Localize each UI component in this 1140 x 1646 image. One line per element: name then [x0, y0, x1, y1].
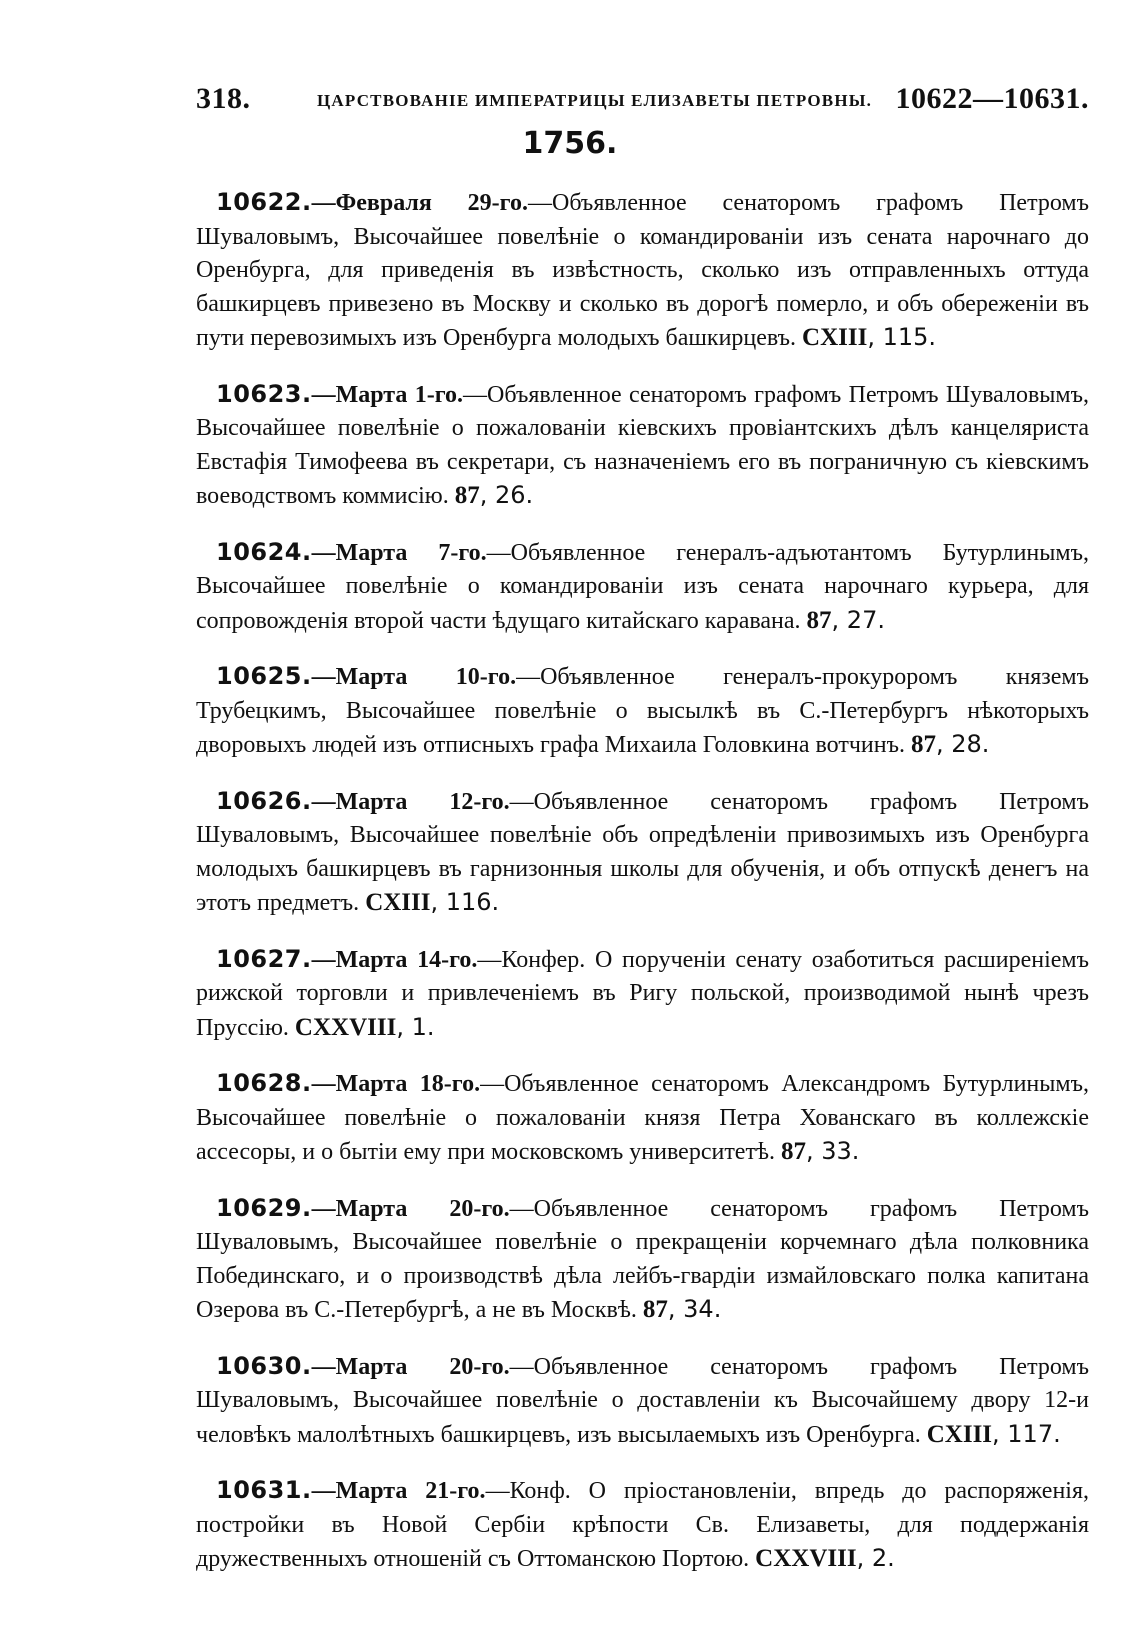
entry-10626 [196, 785, 1089, 921]
entry-date: —Марта 20-го. [311, 1353, 510, 1380]
entry-number: 10624. [216, 537, 312, 566]
entry-date: —Марта 1-го. [311, 381, 464, 408]
entry-date: —Марта 18-го. [311, 1071, 481, 1097]
entry-text: —Объявленное сенаторомъ графомъ Петромъ Шуваловымъ, Высочайшее повелѣніе объ опредѣленіи привозимыхъ изъ Оренбурга молодыхъ башкирцевъ въ гарнизонныя школы для обученія, и объ отпускѣ денегъ на этотъ предметъ. [196, 788, 1089, 916]
entry-10623 [196, 378, 1089, 514]
entry-number: 10626. [216, 786, 312, 815]
entry-10631 [196, 1474, 1089, 1577]
entry-10624 [196, 536, 1089, 639]
entry-number: 10625. [216, 662, 312, 690]
entry-page: , 33. [805, 1137, 860, 1165]
entry-text: —Объявленное сенаторомъ графомъ Петромъ Шуваловымъ, Высочайшее повелѣніе о доставленіи къ Высочайшему двору 12-и человѣкъ малолѣтныхъ башкирцевъ, изъ высылаемыхъ изъ Оренбурга. [196, 1353, 1089, 1448]
entry-page: , 26. [479, 481, 534, 509]
entry-volume: 87 [642, 1296, 668, 1323]
page-number: 318. [196, 82, 251, 115]
entry-page: , 1. [396, 1012, 435, 1041]
entry-date: —Марта 21-го. [311, 1478, 486, 1504]
entry-text: —Объявленное сенаторомъ Александромъ Бутурлинымъ, Высочайшее повелѣніе о пожалованіи князя Петра Хованскаго въ коллежскіе ассесоры, и о бытіи ему при московскомъ университетѣ. [196, 1071, 1089, 1165]
entry-number: 10630. [216, 1351, 312, 1380]
entry-text: —Объявленное сенаторомъ графомъ Петромъ Шуваловымъ, Высочайшее повелѣніе о пожалованіи кіевскихъ провіантскихъ дѣлъ канцеляриста Евстафія Тимофеева въ секретари, съ назначеніемъ его въ пограничную съ кіевскимъ воеводствомъ коммисію. [196, 381, 1089, 509]
entry-10625 [196, 660, 1089, 763]
entry-volume: CXXVIII [294, 1013, 397, 1041]
entry-range: 10622—10631. [895, 82, 1089, 115]
entry-10630 [196, 1350, 1089, 1453]
entry-date: —Марта 10-го. [311, 664, 517, 690]
entry-10629 [196, 1192, 1089, 1328]
entry-10622 [196, 186, 1089, 356]
entry-date: —Февраля 29-го. [311, 190, 528, 216]
entry-volume: 87 [910, 731, 936, 758]
running-title: ЦАРСТВОВАНІЕ ИМПЕРАТРИЦЫ ЕЛИЗАВЕТЫ ПЕТРОВНЫ. [317, 91, 873, 110]
entry-page: , 116. [430, 888, 500, 916]
entry-number: 10628. [216, 1069, 312, 1097]
entry-text: —Объявленное генералъ-адъютантомъ Бутурлинымъ, Высочайшее повелѣніе о командированіи изъ сената нарочнаго курьера, для сопровожденія второй части ѣдущаго китайскаго каравана. [196, 539, 1089, 634]
entry-volume: CXXVIII [755, 1545, 857, 1572]
entry-text: —Объявленное генералъ-прокуроромъ княземъ Трубецкимъ, Высочайшее повелѣніе о высылкѣ въ С.-Петербургъ нѣкоторыхъ дворовыхъ людей изъ отписныхъ графа Михаила Головкина вотчинъ. [196, 664, 1090, 758]
entry-page: , 117. [992, 1419, 1061, 1448]
entry-volume: CXIII [926, 1420, 993, 1448]
entry-date: —Марта 20-го. [311, 1195, 510, 1222]
entry-volume: 87 [780, 1138, 806, 1165]
entries-body [196, 186, 1089, 1577]
entry-text: —Объявленное сенаторомъ графомъ Петромъ Шуваловымъ, Высочайшее повелѣніе о командированіи изъ сената нарочнаго до Оренбурга, для приведенія въ извѣстность, сколько изъ отправленныхъ оттуда башкирцевъ привезено въ Москву и сколько въ дорогѣ померло, и объ обереженіи въ пути перевозимыхъ изъ Оренбурга молодыхъ башкирцевъ. [196, 190, 1089, 351]
entry-text: —Конф. О пріостановленіи, впредь до распоряженія, постройки въ Новой Сербіи крѣпости Св. Елизаветы, для поддержанія дружественныхъ отношеній съ Оттоманскою Портою. [196, 1478, 1089, 1572]
entry-number: 10622. [216, 188, 312, 216]
entry-text: —Объявленное сенаторомъ графомъ Петромъ Шуваловымъ, Высочайшее повелѣніе о прекращеніи корчемнаго дѣла полковника Побединскаго, и о производствѣ дѣла лейбъ-гвардіи измайловскаго полка капитана Озерова въ С.-Петербургѣ, а не въ Москвѣ. [196, 1195, 1089, 1323]
entry-number: 10629. [216, 1193, 312, 1222]
entry-number: 10623. [216, 379, 312, 408]
entry-volume: 87 [806, 606, 832, 634]
entry-page: , 28. [935, 730, 990, 758]
year-heading: 1756. [522, 126, 618, 161]
entry-text: —Конфер. О порученіи сенату озаботиться расширеніемъ рижской торговли и привлеченіемъ въ Ригу польской, производимой нынѣ чрезъ Пруссію. [196, 946, 1090, 1041]
entry-volume: CXIII [802, 324, 868, 351]
entry-date: —Марта 7-го. [311, 539, 487, 566]
entry-date: —Марта 12-го. [311, 788, 510, 815]
running-header [196, 82, 1089, 118]
entry-page: , 2. [856, 1544, 895, 1572]
entry-page: , 27. [831, 605, 885, 634]
entry-page: , 115. [867, 323, 937, 351]
entry-volume: CXIII [365, 889, 431, 916]
entry-number: 10631. [216, 1476, 312, 1504]
entry-10627 [196, 943, 1089, 1046]
entry-number: 10627. [216, 944, 312, 973]
entry-volume: 87 [454, 482, 480, 509]
entry-page: , 34. [667, 1295, 722, 1323]
entry-10628 [196, 1067, 1089, 1170]
entry-date: —Марта 14-го. [311, 946, 478, 973]
